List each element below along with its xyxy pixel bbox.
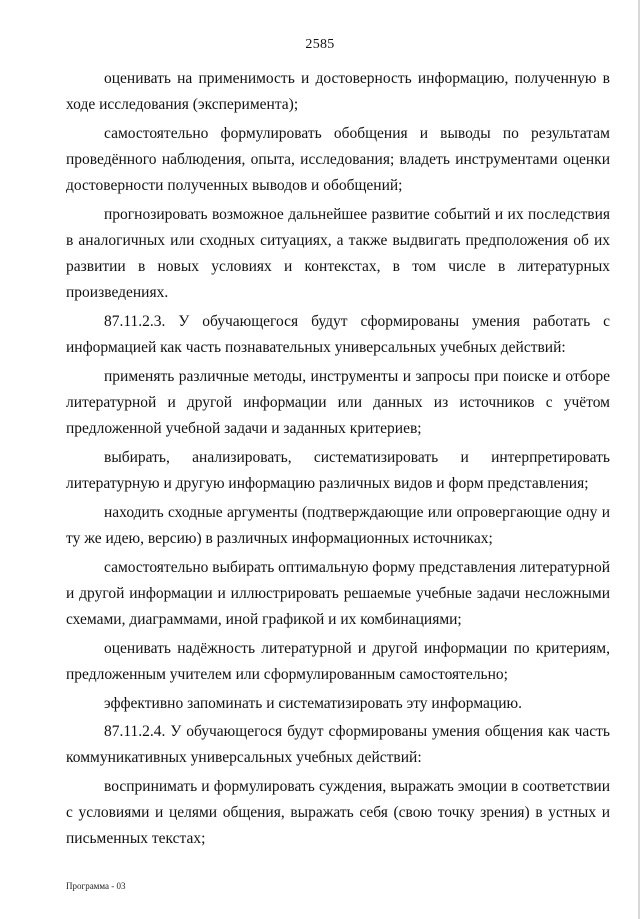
section-heading-87-11-2-3: 87.11.2.3. У обучающегося будут сформированы умения работать с информацией как часть познавательных универсальных учебных действий:	[66, 313, 610, 356]
paragraph: эффективно запоминать и систематизировать эту информацию.	[104, 695, 522, 712]
paragraph: воспринимать и формулировать суждения, выражать эмоции в соответствии с условиями и целями общения, выражать себя (свою точку зрения) в устных и письменных текстах;	[66, 778, 610, 847]
document-body	[66, 66, 610, 855]
paragraph: оценивать надёжность литературной и другой информации по критериям, предложенным учителем или сформулированным самостоятельно;	[66, 640, 610, 683]
paragraph: выбирать, анализировать, систематизировать и интерпретировать литературную и другую информацию различных видов и форм представления;	[66, 449, 610, 492]
paragraph: самостоятельно выбирать оптимальную форму представления литературной и другой информации и иллюстрировать решаемые учебные задачи несложными схемами, диаграммами, иной графикой и их комбинациями;	[66, 559, 611, 628]
paragraph: оценивать на применимость и достоверность информацию, полученную в ходе исследования (эксперимента);	[66, 70, 610, 113]
footer-label: Программа - 03	[66, 881, 126, 891]
paragraph: прогнозировать возможное дальнейшее развитие событий и их последствия в аналогичных или сходных ситуациях, а также выдвигать предположения об их развитии в новых условиях и контекстах, в том числе в литературных произведениях.	[66, 206, 610, 301]
paragraph: находить сходные аргументы (подтверждающие или опровергающие одну и ту же идею, версию) в различных информационных источниках;	[66, 504, 610, 547]
paragraph: самостоятельно формулировать обобщения и выводы по результатам проведённого наблюдения, опыта, исследования; владеть инструментами оценки достоверности полученных выводов и обобщений;	[66, 125, 610, 194]
section-heading-87-11-2-4: 87.11.2.4. У обучающегося будут сформированы умения общения как часть коммуникативных универсальных учебных действий:	[66, 723, 610, 766]
paragraph: применять различные методы, инструменты и запросы при поиске и отборе литературной и другой информации или данных из источников с учётом предложенной учебной задачи и заданных критериев;	[66, 368, 610, 437]
page-number: 2585	[305, 37, 335, 52]
